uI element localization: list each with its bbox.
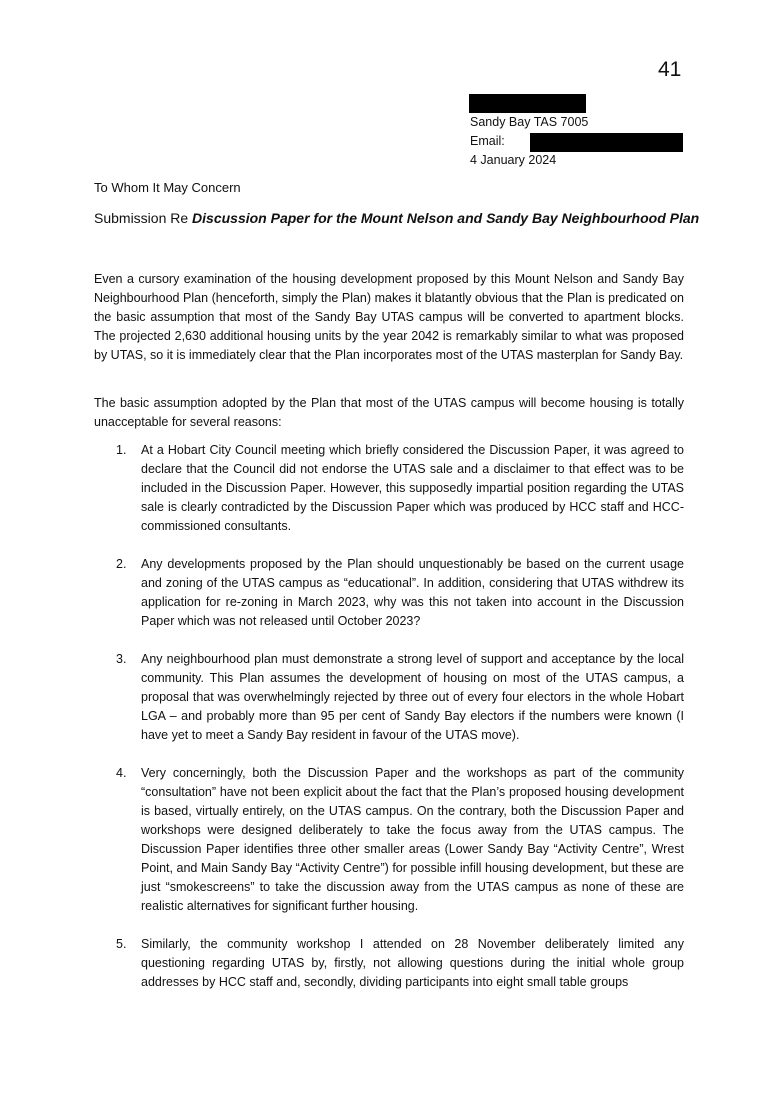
subject-title: Discussion Paper for the Mount Nelson and Sandy Bay Neighbourhood Plan <box>192 210 700 226</box>
email-label: Email: <box>470 134 505 148</box>
list-item-text: Any neighbourhood plan must demonstrate a strong level of support and acceptance by the local community. This Plan assumes the development of housing on most of the UTAS campus, a proposal that was overwhelmingly rejected by three out of every four electors in the whole Hobart LGA – and probably more than 95 per cent of Sandy Bay electors if the numbers were known (I have yet to meet a Sandy Bay resident in favour of the UTAS move). <box>141 652 684 742</box>
list-item-number: 2. <box>116 557 127 571</box>
list-item-text: Very concerningly, both the Discussion Paper and the workshops as part of the community “consultation” have not been explicit about the fact that the Plan’s proposed housing development is based, virtually entirely, on the UTAS campus. On the contrary, both the Discussion Paper and workshops were designed deliberately to take the focus away from the UTAS campus. The Discussion Paper identifies three other smaller areas (Lower Sandy Bay “Activity Centre”, Wrest Point, and Main Sandy Bay “Activity Centre”) for possible infill housing development, but these are just “smokescreens” to take the discussion away from the UTAS campus as none of these are realistic alternatives for significant further housing. <box>141 766 684 913</box>
redacted-name-block <box>469 94 586 113</box>
reasons-list <box>94 441 684 1011</box>
list-item <box>94 764 684 916</box>
subject-prefix: Submission Re <box>94 210 193 226</box>
salutation: To Whom It May Concern <box>94 180 241 195</box>
intro-paragraph: Even a cursory examination of the housing development proposed by this Mount Nelson and Sandy Bay Neighbourhood Plan (henceforth, simply the Plan) makes it blatantly obvious that the Plan is predicated on the basic assumption that most of the Sandy Bay UTAS campus will be converted to apartment blocks. The projected 2,630 additional housing units by the year 2042 is remarkably similar to what was proposed by UTAS, so it is immediately clear that the Plan incorporates most of the UTAS masterplan for Sandy Bay. <box>94 272 684 362</box>
list-item-text: Any developments proposed by the Plan should unquestionably be based on the current usage and zoning of the UTAS campus as “educational”. In addition, considering that UTAS withdrew its application for re-zoning in March 2023, why was this not taken into account in the Discussion Paper which was not released until October 2023? <box>141 557 684 628</box>
list-item-number: 1. <box>116 443 127 457</box>
list-item <box>94 650 684 745</box>
reasons-intro-paragraph: The basic assumption adopted by the Plan that most of the UTAS campus will become housing is totally unacceptable for several reasons: <box>94 396 684 429</box>
list-item-number: 5. <box>116 937 127 951</box>
list-item-text: Similarly, the community workshop I attended on 28 November deliberately limited any questioning regarding UTAS by, firstly, not allowing questions during the initial whole group addresses by HCC staff and, secondly, dividing participants into eight small table groups <box>141 937 684 989</box>
list-item <box>94 555 684 631</box>
list-item-text: At a Hobart City Council meeting which briefly considered the Discussion Paper, it was agreed to declare that the Council did not endorse the UTAS sale and a disclaimer to that effect was to be included in the Discussion Paper. However, this supposedly impartial position regarding the UTAS sale is clearly contradicted by the Discussion Paper which was produced by HCC staff and HCC-commissioned consultants. <box>141 443 684 533</box>
page-number: 41 <box>658 58 682 81</box>
subject-line <box>94 210 699 226</box>
redacted-email-block <box>530 133 683 152</box>
list-item-number: 3. <box>116 652 127 666</box>
letter-date: 4 January 2024 <box>470 153 557 167</box>
list-item <box>94 935 684 992</box>
list-item <box>94 441 684 536</box>
address-line: Sandy Bay TAS 7005 <box>470 115 589 129</box>
list-item-number: 4. <box>116 766 127 780</box>
